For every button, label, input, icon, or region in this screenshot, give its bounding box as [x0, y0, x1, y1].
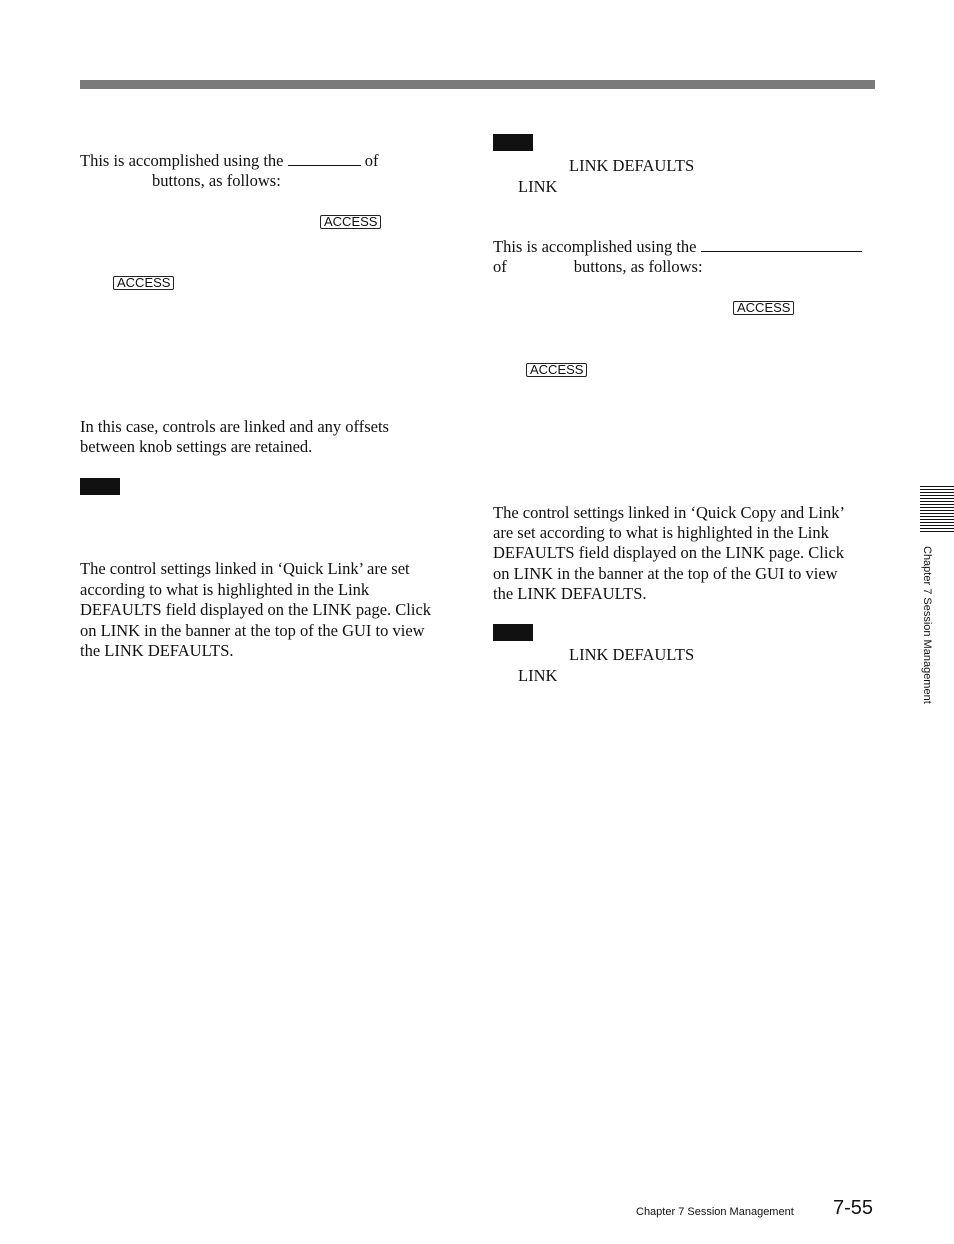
right-note-2-line-1: LINK DEFAULTS	[569, 645, 695, 664]
left-para-offsets-line-2: between knob settings are retained.	[80, 437, 313, 456]
right-para-quick-copy-line-4: on LINK in the banner at the top of the GUI to view	[493, 564, 838, 583]
left-intro-line-2: buttons, as follows:	[152, 171, 281, 190]
left-para-quick-link-line-3: DEFAULTS field displayed on the LINK page. Click	[80, 600, 432, 619]
chapter-thumb-tab	[920, 485, 954, 534]
right-intro-line-1: This is accomplished using the	[493, 237, 862, 258]
left-intro-line-1: This is accomplished using the of	[80, 151, 379, 170]
right-para-quick-copy-line-3: DEFAULTS field displayed on the LINK page. Click	[493, 543, 845, 562]
right-intro-line-2: of buttons, as follows:	[493, 257, 703, 276]
left-para-quick-link-line-1: The control settings linked in ‘Quick Link’ are set	[80, 559, 410, 578]
page-number: 7-55	[833, 1197, 874, 1219]
note-tag	[493, 624, 533, 641]
access-key-label: ACCESS	[113, 276, 174, 290]
access-key-label: ACCESS	[733, 301, 794, 315]
note-tag	[493, 134, 533, 151]
left-para-quick-link-line-2: according to what is highlighted in the Link	[80, 580, 370, 599]
right-note-2-line-2: LINK	[518, 666, 558, 685]
access-key-label: ACCESS	[526, 363, 587, 377]
blank-underline	[288, 153, 361, 166]
note-tag	[80, 478, 120, 495]
footer-chapter-title: Chapter 7 Session Management	[636, 1206, 794, 1218]
right-note-1-line-1: LINK DEFAULTS	[569, 156, 695, 175]
right-note-1-line-2: LINK	[518, 177, 558, 196]
blank-underline	[701, 239, 862, 252]
right-para-quick-copy-line-2: are set according to what is highlighted in the Link	[493, 523, 829, 542]
left-para-quick-link-line-4: on LINK in the banner at the top of the GUI to view	[80, 621, 425, 640]
header-rule	[80, 80, 875, 89]
right-para-quick-copy-line-5: the LINK DEFAULTS.	[493, 584, 647, 603]
access-key-label: ACCESS	[320, 215, 381, 229]
left-para-offsets-line-1: In this case, controls are linked and any offsets	[80, 417, 389, 436]
side-chapter-label: Chapter 7 Session Management	[921, 546, 933, 704]
left-para-quick-link-line-5: the LINK DEFAULTS.	[80, 641, 234, 660]
right-para-quick-copy-line-1: The control settings linked in ‘Quick Copy and Link’	[493, 503, 845, 522]
